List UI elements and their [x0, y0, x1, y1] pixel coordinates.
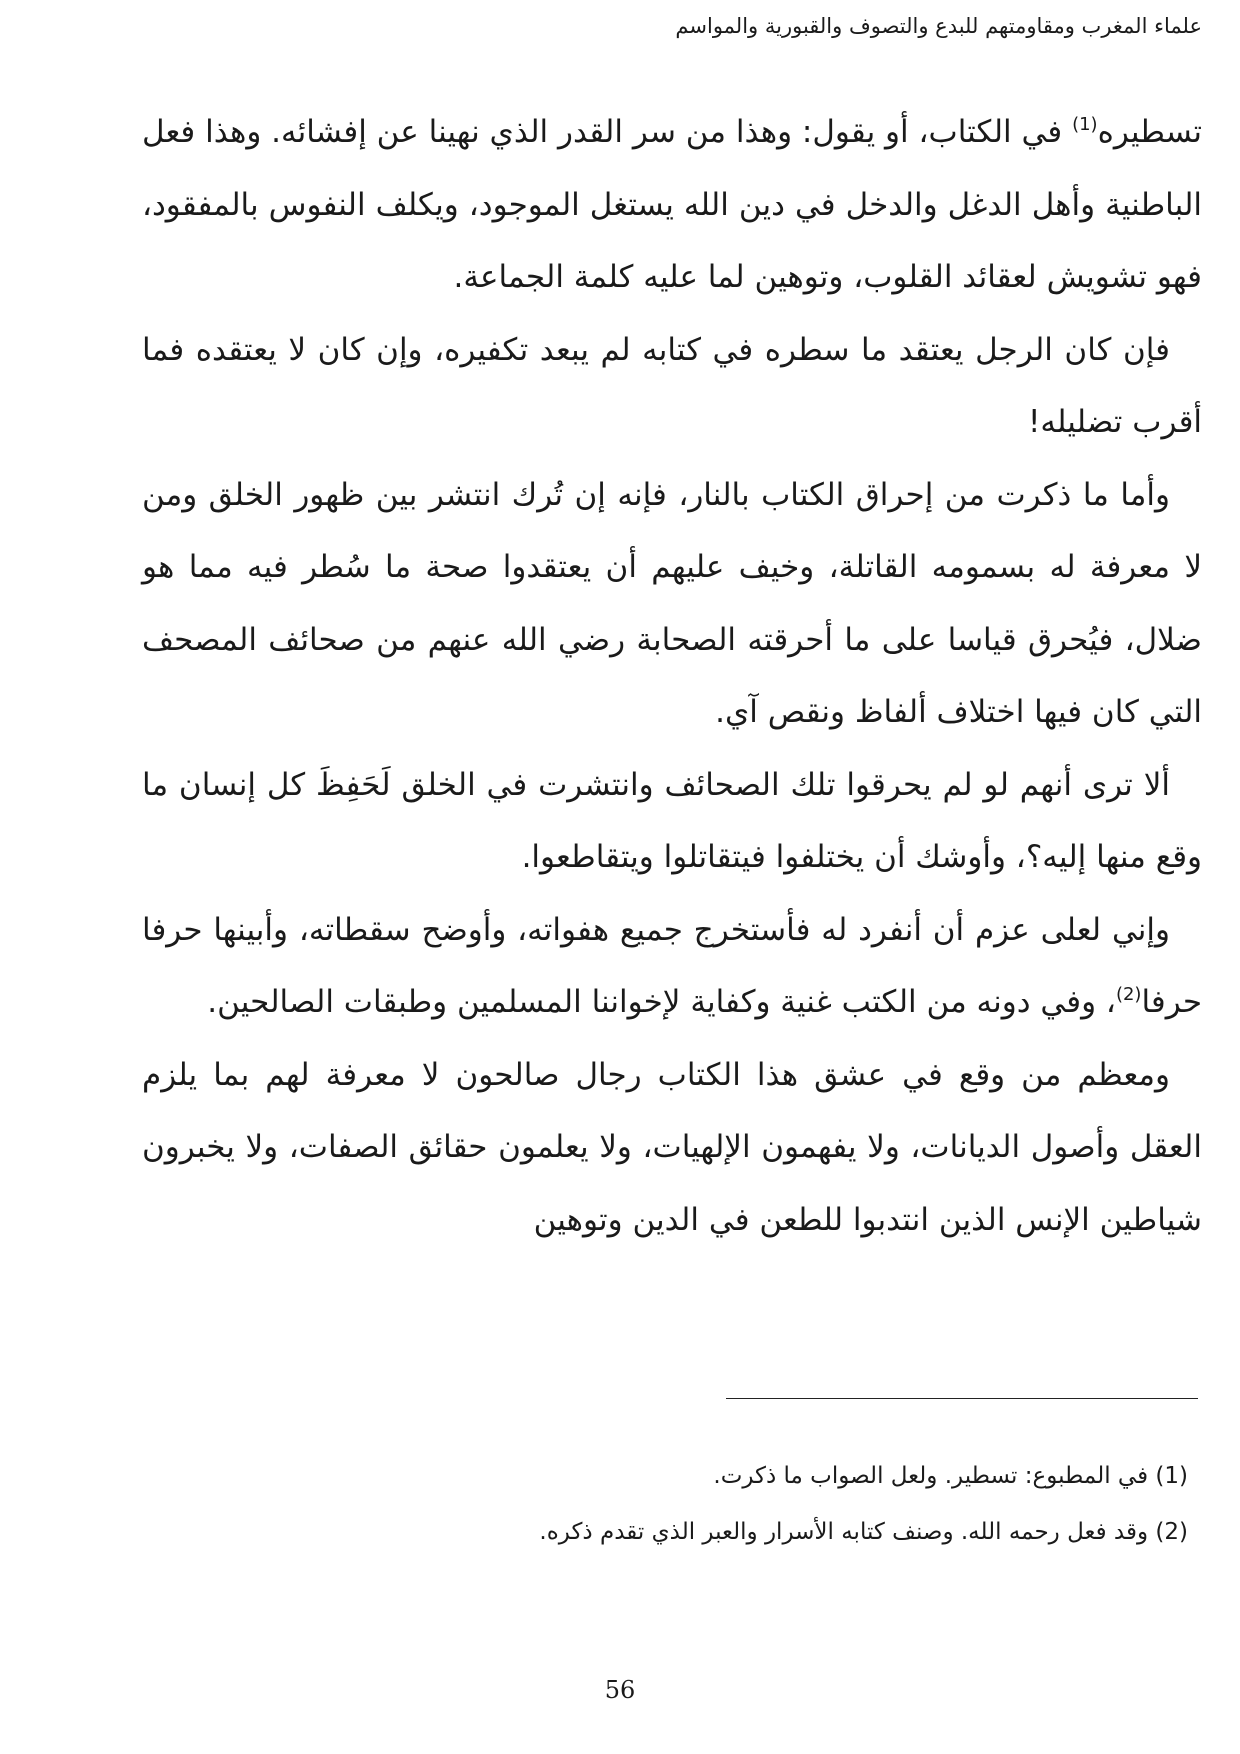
running-header [675, 8, 1202, 44]
footnote-separator [726, 1398, 1198, 1399]
paragraph-1 [142, 96, 1202, 314]
paragraph-1-rest: في الكتاب، أو يقول: وهذا من سر القدر الذي نهينا عن إفشائه. وهذا فعل الباطنية وأهل الدغل والدخل في دين الله يستغل الموجود، ويكلف النفوس بالمفقود، فهو تشويش لعقائد القلوب، وتوهين لما عليه كلمة الجماعة. [142, 114, 1202, 295]
footnote-1: (1) في المطبوع: تسطير. ولعل الصواب ما ذكرت. [713, 1463, 1188, 1489]
paragraph-5-start: وإني لعلى عزم أن أنفرد له فأستخرج جميع هفواته، وأوضح سقطاته، وأبينها حرفا حرفا [142, 911, 1202, 1020]
footnote-ref-2: (2) [1115, 984, 1142, 1005]
paragraph-3: وأما ما ذكرت من إحراق الكتاب بالنار، فإنه إن تُرك انتشر بين ظهور الخلق ومن لا معرفة له بسمومه القاتلة، وخيف عليهم أن يعتقدوا صحة ما سُطر فيه مما هو ضلال، فيُحرق قياسا على ما أحرقته الصحابة رضي الله عنهم من صحائف المصحف التي كان فيها اختلاف ألفاظ ونقص آي. [142, 476, 1202, 730]
footnote-ref-1: (1) [1072, 114, 1098, 135]
paragraph-1-start: تسطيره [1097, 114, 1202, 150]
paragraph-4: ألا ترى أنهم لو لم يحرقوا تلك الصحائف وانتشرت في الخلق لَحَفِظَ كل إنسان ما وقع منها إليه؟، وأوشك أن يختلفوا فيتقاتلوا ويتقاطعوا. [142, 766, 1202, 875]
paragraph-2: فإن كان الرجل يعتقد ما سطره في كتابه لم يبعد تكفيره، وإن كان لا يعتقده فما أقرب تضليله! [142, 331, 1202, 440]
footnotes [142, 1448, 1188, 1560]
footnote-2: (2) وقد فعل رحمه الله. وصنف كتابه الأسرار والعبر الذي تقدم ذكره. [539, 1519, 1188, 1545]
running-header-title: علماء المغرب ومقاومتهم للبدع والتصوف والقبورية والمواسم [675, 13, 1202, 38]
paragraph-5-rest: ، وفي دونه من الكتب غنية وكفاية لإخواننا المسلمين وطبقات الصالحين. [207, 984, 1116, 1020]
main-text [142, 96, 1202, 1256]
page-number: 56 [604, 1676, 636, 1704]
paragraph-6: ومعظم من وقع في عشق هذا الكتاب رجال صالحون لا معرفة لهم بما يلزم العقل وأصول الديانات، ولا يفهمون الإلهيات، ولا يعلمون حقائق الصفات، ولا يخبرون شياطين الإنس الذين انتدبوا للطعن في الدين وتوهين [142, 1056, 1202, 1238]
paragraph-5 [142, 894, 1202, 1039]
